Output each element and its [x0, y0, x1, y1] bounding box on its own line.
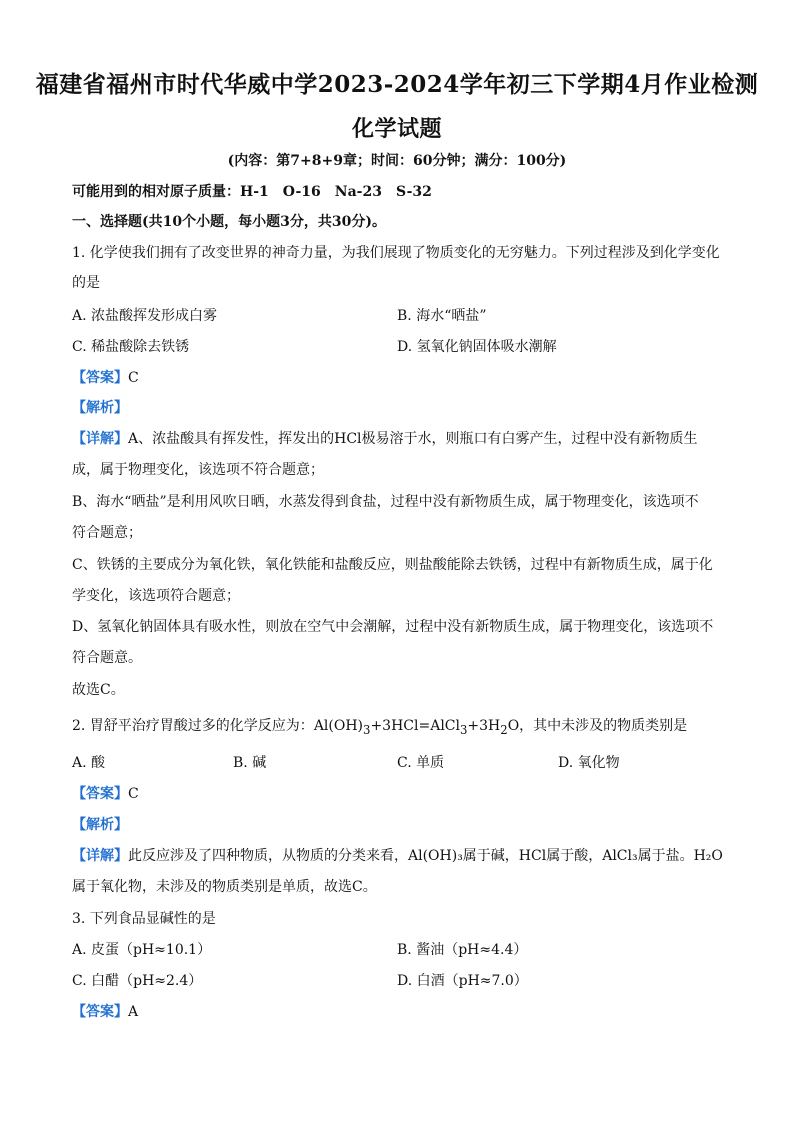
eq-part: +3H	[467, 718, 501, 734]
eq-part: O	[507, 718, 520, 734]
q3-option-d: D. 白酒（pH≈7.0）	[397, 973, 528, 989]
analysis-tag: 【解析】	[72, 400, 128, 416]
q1-detail-line3: B、海水“晒盐”是利用风吹日晒，水蒸发得到食盐，过程中没有新物质生成，属于物理变化，该选项不	[72, 494, 699, 510]
answer-tag: 【答案】	[72, 1004, 128, 1020]
q1-detail-line8: 符合题意。	[72, 650, 142, 666]
q2-option-a: A. 酸	[72, 755, 106, 771]
q2-equation	[313, 718, 520, 737]
answer-tag: 【答案】	[72, 370, 128, 386]
q3-stem: 3. 下列食品显碱性的是	[72, 911, 216, 927]
document-subtitle: 化学试题	[351, 116, 442, 142]
q2-analysis	[72, 815, 732, 835]
document-title: 福建省福州市时代华威中学2023-2024学年初三下学期4月作业检测	[35, 71, 759, 98]
q3-answer	[72, 1002, 732, 1022]
answer-value: C	[128, 370, 139, 386]
q1-option-c: C. 稀盐酸除去铁锈	[72, 339, 190, 355]
q1-detail-line7: D、氢氧化钠固体具有吸水性，则放在空气中会潮解，过程中没有新物质生成，属于物理变化，该选项不	[72, 619, 714, 635]
q2-option-d: D. 氧化物	[558, 755, 620, 771]
q1-option-a: A. 浓盐酸挥发形成白雾	[72, 308, 218, 324]
q2-stem-post: ，其中未涉及的物质类别是	[519, 718, 688, 734]
q2-option-c: C. 单质	[397, 755, 445, 771]
detail-tag: 【详解】	[72, 431, 128, 447]
q1-detail-line2: 成，属于物理变化，该选项不符合题意；	[72, 462, 324, 478]
q1-detail-line5: C、铁锈的主要成分为氧化铁，氧化铁能和盐酸反应，则盐酸能除去铁锈，过程中有新物质生成，属于化	[72, 557, 713, 573]
eq-subscript: 3	[363, 722, 371, 737]
section-heading: 一、选择题(共10个小题，每小题3分，共30分)。	[72, 214, 386, 230]
q1-detail-line6: 学变化，该选项符合题意；	[72, 588, 240, 604]
q2-detail-line2: 属于氧化物，未涉及的物质类别是单质，故选C。	[72, 879, 377, 895]
analysis-tag: 【解析】	[72, 817, 128, 833]
q1-detail-line4: 符合题意；	[72, 525, 142, 541]
q1-option-d: D. 氢氧化钠固体吸水潮解	[397, 339, 557, 355]
q1-answer	[72, 368, 732, 388]
q1-stem-line2: 的是	[72, 275, 100, 291]
answer-value: C	[128, 786, 139, 802]
eq-subscript: 3	[459, 722, 468, 737]
detail-text: 此反应涉及了四种物质，从物质的分类来看，Al(OH)₃属于碱，HCl属于酸，AlCl₃属于盐。H₂O	[128, 848, 723, 864]
eq-part: +3HCl=AlCl	[370, 718, 460, 734]
answer-tag: 【答案】	[72, 786, 128, 802]
q2-stem	[72, 716, 732, 740]
q2-detail-line1	[72, 846, 732, 866]
q1-stem-line1: 1. 化学使我们拥有了改变世界的神奇力量，为我们展现了物质变化的无穷魅力。下列过程涉及到化学变化	[72, 245, 720, 261]
q2-option-b: B. 碱	[233, 755, 267, 771]
q1-option-b: B. 海水“晒盐”	[397, 308, 487, 324]
q3-option-b: B. 酱油（pH≈4.4）	[397, 942, 528, 958]
q2-stem-pre: 2. 胃舒平治疗胃酸过多的化学反应为：	[72, 718, 314, 734]
atomic-masses: 可能用到的相对原子质量：H-1 O-16 Na-23 S-32	[72, 184, 432, 200]
q1-analysis	[72, 398, 732, 418]
q3-option-c: C. 白醋（pH≈2.4）	[72, 973, 203, 989]
q1-detail-line1	[72, 429, 732, 449]
q1-conclusion: 故选C。	[72, 682, 125, 698]
q3-option-a: A. 皮蛋（pH≈10.1）	[72, 942, 212, 958]
eq-subscript: 2	[500, 722, 508, 737]
detail-tag: 【详解】	[72, 848, 128, 864]
q2-answer	[72, 784, 732, 804]
detail-text: A、浓盐酸具有挥发性，挥发出的HCl极易溶于水，则瓶口有白雾产生，过程中没有新物质生	[128, 431, 698, 447]
exam-info: (内容：第7+8+9章；时间：60分钟；满分：100分)	[227, 153, 567, 169]
answer-value: A	[128, 1004, 139, 1020]
eq-part: Al(OH)	[313, 718, 364, 734]
